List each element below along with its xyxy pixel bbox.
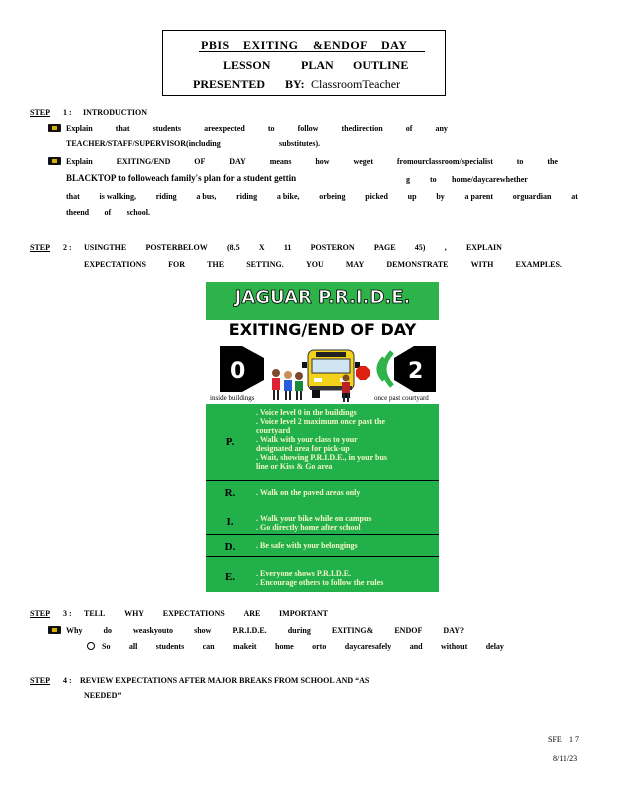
footer-code: SFE [548, 735, 562, 744]
step-1-bullet-1-cont: TEACHER/STAFF/SUPERVISOR(including [66, 139, 221, 148]
step-2-label: STEP [30, 243, 51, 252]
step-1-bullet-1-cont2: substitutes). [279, 139, 321, 148]
title-word: PLAN [301, 58, 334, 72]
pride-row-p [206, 404, 439, 480]
step-1-bullet-2-line2d: home/daycarewhether [452, 175, 528, 184]
footer-date: 8/11/23 [553, 754, 578, 763]
step-4-label: STEP [30, 676, 51, 685]
circle-bullet-icon [87, 642, 95, 650]
step-4-number: 4 : [63, 676, 72, 685]
pride-row-d [206, 534, 439, 557]
step-4-line-2: NEEDED” [84, 691, 122, 700]
svg-text:0: 0 [230, 359, 246, 384]
presenter-name: ClassroomTeacher [311, 77, 401, 91]
pride-letter: R. [224, 487, 236, 499]
step-1-bullet-1: Explain that students areexpected to follow thedirection of any [66, 124, 448, 133]
pride-item: . Walk your bike while on campus [256, 514, 372, 523]
title-box [162, 30, 446, 96]
step-1-number: 1 : [63, 108, 72, 117]
step-1-bullet-2-line3: that is walking, riding a bus, riding a bike, orbeing picked up by a parent orguardian at [66, 192, 578, 201]
pride-row-e [206, 556, 439, 593]
pride-item: . Voice level 0 in the buildings [256, 408, 357, 417]
step-1-bullet-2: Explain EXITING/END OF DAY means how weget fromourclassroom/specialist to the [66, 157, 558, 166]
pointer-bullet-icon [48, 157, 61, 165]
step-4-line-1: REVIEW EXPECTATIONS AFTER MAJOR BREAKS FROM SCHOOL AND “AS [80, 676, 370, 685]
title-word: PRESENTED [193, 77, 266, 91]
pride-item: designated area for pick-up [256, 444, 350, 453]
step-3-line-1: TELL WHY EXPECTATIONS ARE IMPORTANT [84, 609, 328, 618]
poster-subtitle: EXITING/END OF DAY [228, 320, 417, 339]
pride-letter: I. [226, 516, 234, 528]
pride-letter: P. [225, 436, 235, 448]
pride-item: . Voice level 2 maximum once past the [256, 417, 385, 426]
pointer-bullet-icon [48, 626, 61, 634]
pride-item: . Walk with your class to your [256, 435, 358, 444]
pride-poster [206, 282, 439, 592]
title-word: BY: [285, 77, 305, 91]
title-word: PBIS [201, 38, 230, 52]
pride-item: . Go directly home after school [256, 523, 361, 532]
pride-row-r [206, 480, 439, 503]
title-word: LESSON [223, 58, 271, 72]
right-caption: once past courtyard [374, 394, 429, 402]
pride-item: courtyard [256, 426, 291, 435]
pride-letter: E. [224, 571, 236, 583]
step-2-line-1: USINGTHE POSTERBELOW (8.5 X 11 POSTERON PAGE 45) , EXPLAIN [84, 243, 502, 252]
step-1-bullet-2-line2: BLACKTOP to followeach family's plan for a student gettin [66, 173, 297, 183]
pointer-bullet-icon [48, 124, 61, 132]
svg-text:2: 2 [408, 359, 424, 384]
pride-item: . Encourage others to follow the rules [256, 578, 384, 587]
pride-item: line or Kiss & Go area [256, 462, 333, 471]
pride-table [206, 404, 439, 592]
pride-item: . Be safe with your belongings [256, 541, 358, 550]
step-1-bullet-2-line2b: g [406, 175, 410, 184]
step-3-label: STEP [30, 609, 51, 618]
poster-title: JAGUAR P.R.I.D.E. [234, 287, 411, 308]
step-1-label: STEP [30, 108, 51, 117]
step-1-title: INTRODUCTION [83, 108, 148, 117]
pride-item: . Walk on the paved areas only [256, 488, 361, 497]
pride-row-i [206, 502, 439, 534]
title-word: DAY [381, 38, 408, 52]
pride-letter: D. [224, 541, 236, 553]
sound-waves-icon [364, 348, 396, 390]
voice-level-2-icon [394, 346, 436, 392]
step-1-bullet-2-line4: theend of school. [66, 208, 150, 217]
pride-item: . Wait, showing P.R.I.D.E., in your bus [256, 453, 388, 462]
left-caption: inside buildings [210, 394, 255, 402]
step-3-number: 3 : [63, 609, 72, 618]
voice-level-0-icon [220, 346, 264, 392]
page-number: 1 7 [569, 735, 579, 744]
title-word: &ENDOF [313, 38, 368, 52]
step-1-bullet-2-line2c: to [430, 175, 437, 184]
step-2-line-2: EXPECTATIONS FOR THE SETTING. YOU MAY DEMONSTRATE WITH EXAMPLES. [84, 260, 562, 269]
pride-item: . Everyone shows P.R.I.D.E. [256, 569, 352, 578]
step-3-sub-bullet: So all students can makeit home orto daycaresafely and without delay [102, 642, 504, 651]
title-word: OUTLINE [353, 58, 409, 72]
step-3-bullet-1: Why do weaskyouto show P.R.I.D.E. during EXITING& ENDOF DAY? [66, 626, 464, 635]
title-word: EXITING [243, 38, 299, 52]
step-2-number: 2 : [63, 243, 72, 252]
person-icon [340, 374, 352, 402]
